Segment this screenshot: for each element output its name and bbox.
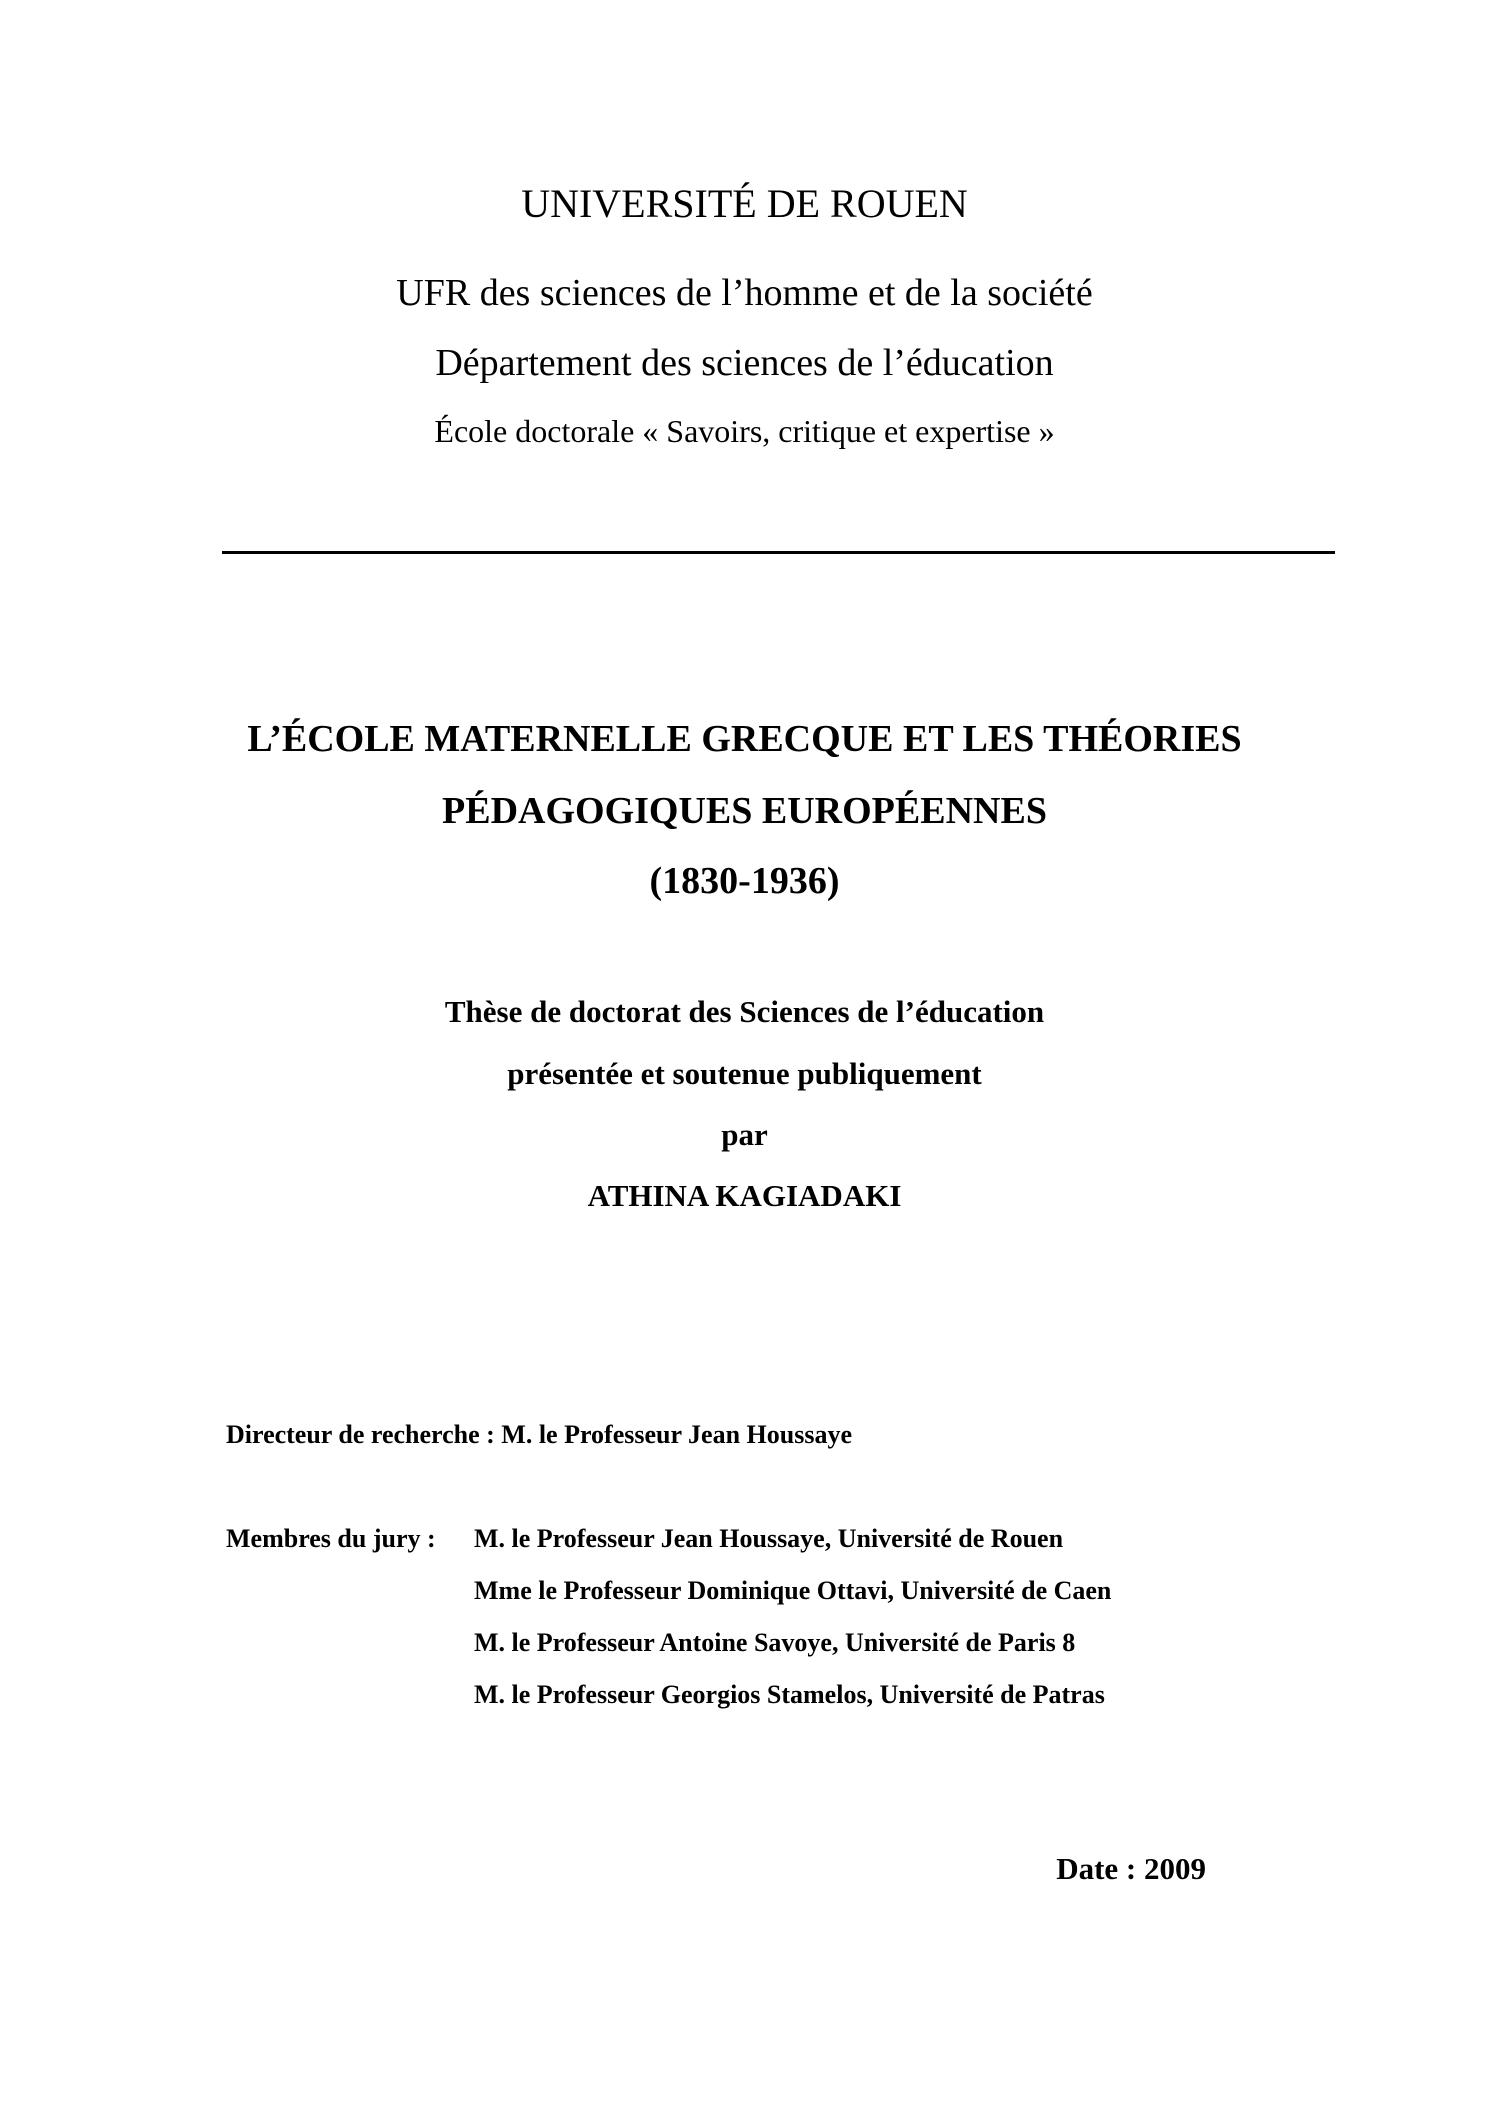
jury-member: Mme le Professeur Dominique Ottavi, Université de Caen — [474, 1576, 1112, 1605]
jury-member: M. le Professeur Georgios Stamelos, Université de Patras — [474, 1680, 1105, 1709]
department-name: Département des sciences de l’éducation — [435, 342, 1054, 384]
thesis-presentation: présentée et soutenue publiquement — [507, 1056, 982, 1091]
thesis-title-line-1: L’ÉCOLE MATERNELLE GRECQUE ET LES THÉORIES — [247, 718, 1242, 760]
jury-label: Membres du jury : — [226, 1524, 436, 1553]
thesis-date: Date : 2009 — [1056, 1851, 1206, 1886]
ufr-name: UFR des sciences de l’homme et de la société — [396, 272, 1093, 314]
research-director: Directeur de recherche : M. le Professeur Jean Houssaye — [226, 1420, 853, 1449]
thesis-title-years: (1830-1936) — [649, 860, 840, 902]
thesis-type: Thèse de doctorat des Sciences de l’éducation — [444, 994, 1045, 1029]
doctoral-school: École doctorale « Savoirs, critique et expertise » — [434, 413, 1055, 449]
horizontal-divider — [222, 551, 1335, 554]
university-name: UNIVERSITÉ DE ROUEN — [521, 181, 968, 226]
thesis-title-line-2: PÉDAGOGIQUES EUROPÉENNES — [442, 790, 1047, 832]
jury-member: M. le Professeur Jean Houssaye, Université de Rouen — [474, 1524, 1064, 1553]
thesis-author: ATHINA KAGIADAKI — [587, 1178, 902, 1213]
jury-member: M. le Professeur Antoine Savoye, Université de Paris 8 — [474, 1628, 1076, 1657]
thesis-by: par — [721, 1117, 768, 1152]
